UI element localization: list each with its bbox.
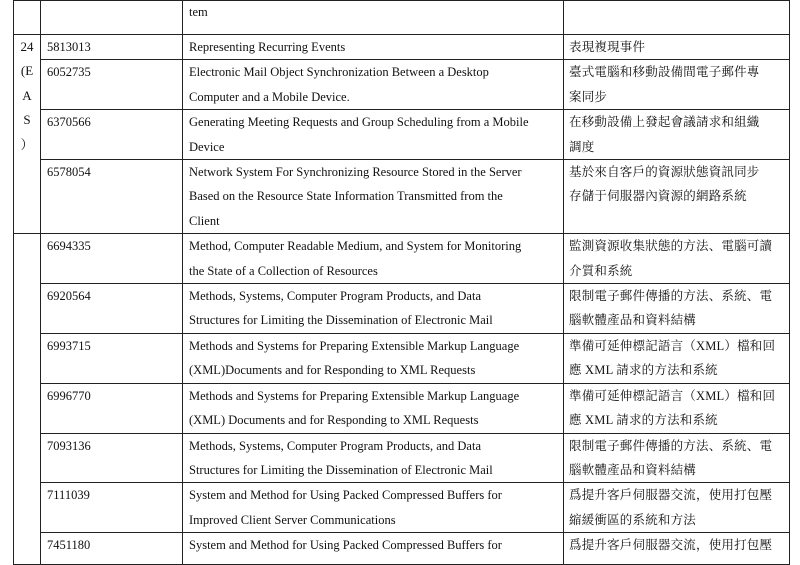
group-label-line: (E (20, 63, 34, 79)
table-row (14, 110, 790, 160)
table-row (14, 284, 790, 334)
group-label-line: 24 (20, 39, 34, 54)
patent-number: 6694335 (41, 234, 183, 284)
table-row (14, 483, 790, 533)
patent-number: 7451180 (41, 533, 183, 565)
patent-number: 5813013 (41, 35, 183, 60)
patent-title: Representing Recurring Events (183, 35, 564, 60)
patent-title-chinese: 臺式電腦和移動設備間電子郵件專 案同步 (564, 60, 790, 110)
table-row (14, 234, 790, 284)
patent-title-chinese: 爲提升客戶伺服器交流，使用打包壓 (564, 533, 790, 565)
group-label-cell (14, 35, 41, 234)
table-row-continued (14, 1, 790, 35)
table-row (14, 533, 790, 565)
patent-number: 7093136 (41, 433, 183, 483)
patent-title-chinese: 限制電子郵件傳播的方法、系統、電 腦軟體產品和資料結構 (564, 433, 790, 483)
table-row (14, 383, 790, 433)
patent-title-chinese: 監測資源收集狀態的方法、電腦可讀 介質和系統 (564, 234, 790, 284)
patent-table (13, 0, 790, 565)
group-label-line: A (22, 87, 32, 103)
patent-title-chinese: 表現複現事件 (564, 35, 790, 60)
patent-title-chinese: 限制電子郵件傳播的方法、系統、電 腦軟體產品和資料結構 (564, 284, 790, 334)
patent-number-cell (41, 1, 183, 35)
patent-title: Method, Computer Readable Medium, and System for Monitoring the State of a Collection of Resources (183, 234, 564, 284)
patent-number: 6052735 (41, 60, 183, 110)
patent-title-chinese: 基於來自客戶的資源狀態資訊同步 存儲于伺服器內資源的網路系統 (564, 160, 790, 234)
patent-number: 6993715 (41, 333, 183, 383)
patent-title: Methods, Systems, Computer Program Products, and Data Structures for Limiting the Dissemination of Electronic Mail (183, 433, 564, 483)
table-row (14, 333, 790, 383)
group-label-line: ） (20, 136, 34, 152)
patent-title: Electronic Mail Object Synchronization Between a Desktop Computer and a Mobile Device. (183, 60, 564, 110)
patent-title: System and Method for Using Packed Compressed Buffers for Improved Client Server Communications (183, 483, 564, 533)
patent-number: 6996770 (41, 383, 183, 433)
patent-title-chinese: 爲提升客戶伺服器交流，使用打包壓 縮緩衝區的系統和方法 (564, 483, 790, 533)
patent-number: 6370566 (41, 110, 183, 160)
patent-title: Generating Meeting Requests and Group Scheduling from a Mobile Device (183, 110, 564, 160)
patent-number: 6578054 (41, 160, 183, 234)
patent-title: System and Method for Using Packed Compressed Buffers for (183, 533, 564, 565)
patent-number: 7111039 (41, 483, 183, 533)
patent-title-chinese: 準備可延伸標記語言（XML）檔和回 應 XML 請求的方法和系統 (564, 383, 790, 433)
chinese-title-cell (564, 1, 790, 35)
table-row (14, 35, 790, 60)
patent-title-chinese: 準備可延伸標記語言（XML）檔和回 應 XML 請求的方法和系統 (564, 333, 790, 383)
patent-title: Network System For Synchronizing Resource Stored in the Server Based on the Resource State Information Transmitted from the Client (183, 160, 564, 234)
title-cell: tem (183, 1, 564, 35)
patent-number: 6920564 (41, 284, 183, 334)
patent-title: Methods, Systems, Computer Program Products, and Data Structures for Limiting the Dissemination of Electronic Mail (183, 284, 564, 334)
table-row (14, 60, 790, 110)
index-cell (14, 1, 41, 35)
group-label-line: S (23, 112, 31, 128)
patent-title-chinese: 在移動設備上發起會議請求和組織 調度 (564, 110, 790, 160)
patent-title: Methods and Systems for Preparing Extensible Markup Language (XML)Documents and for Responding to XML Requests (183, 333, 564, 383)
table-row (14, 433, 790, 483)
patent-title: Methods and Systems for Preparing Extensible Markup Language (XML) Documents and for Responding to XML Requests (183, 383, 564, 433)
group-label-cell-empty (14, 234, 41, 565)
table-row (14, 160, 790, 234)
